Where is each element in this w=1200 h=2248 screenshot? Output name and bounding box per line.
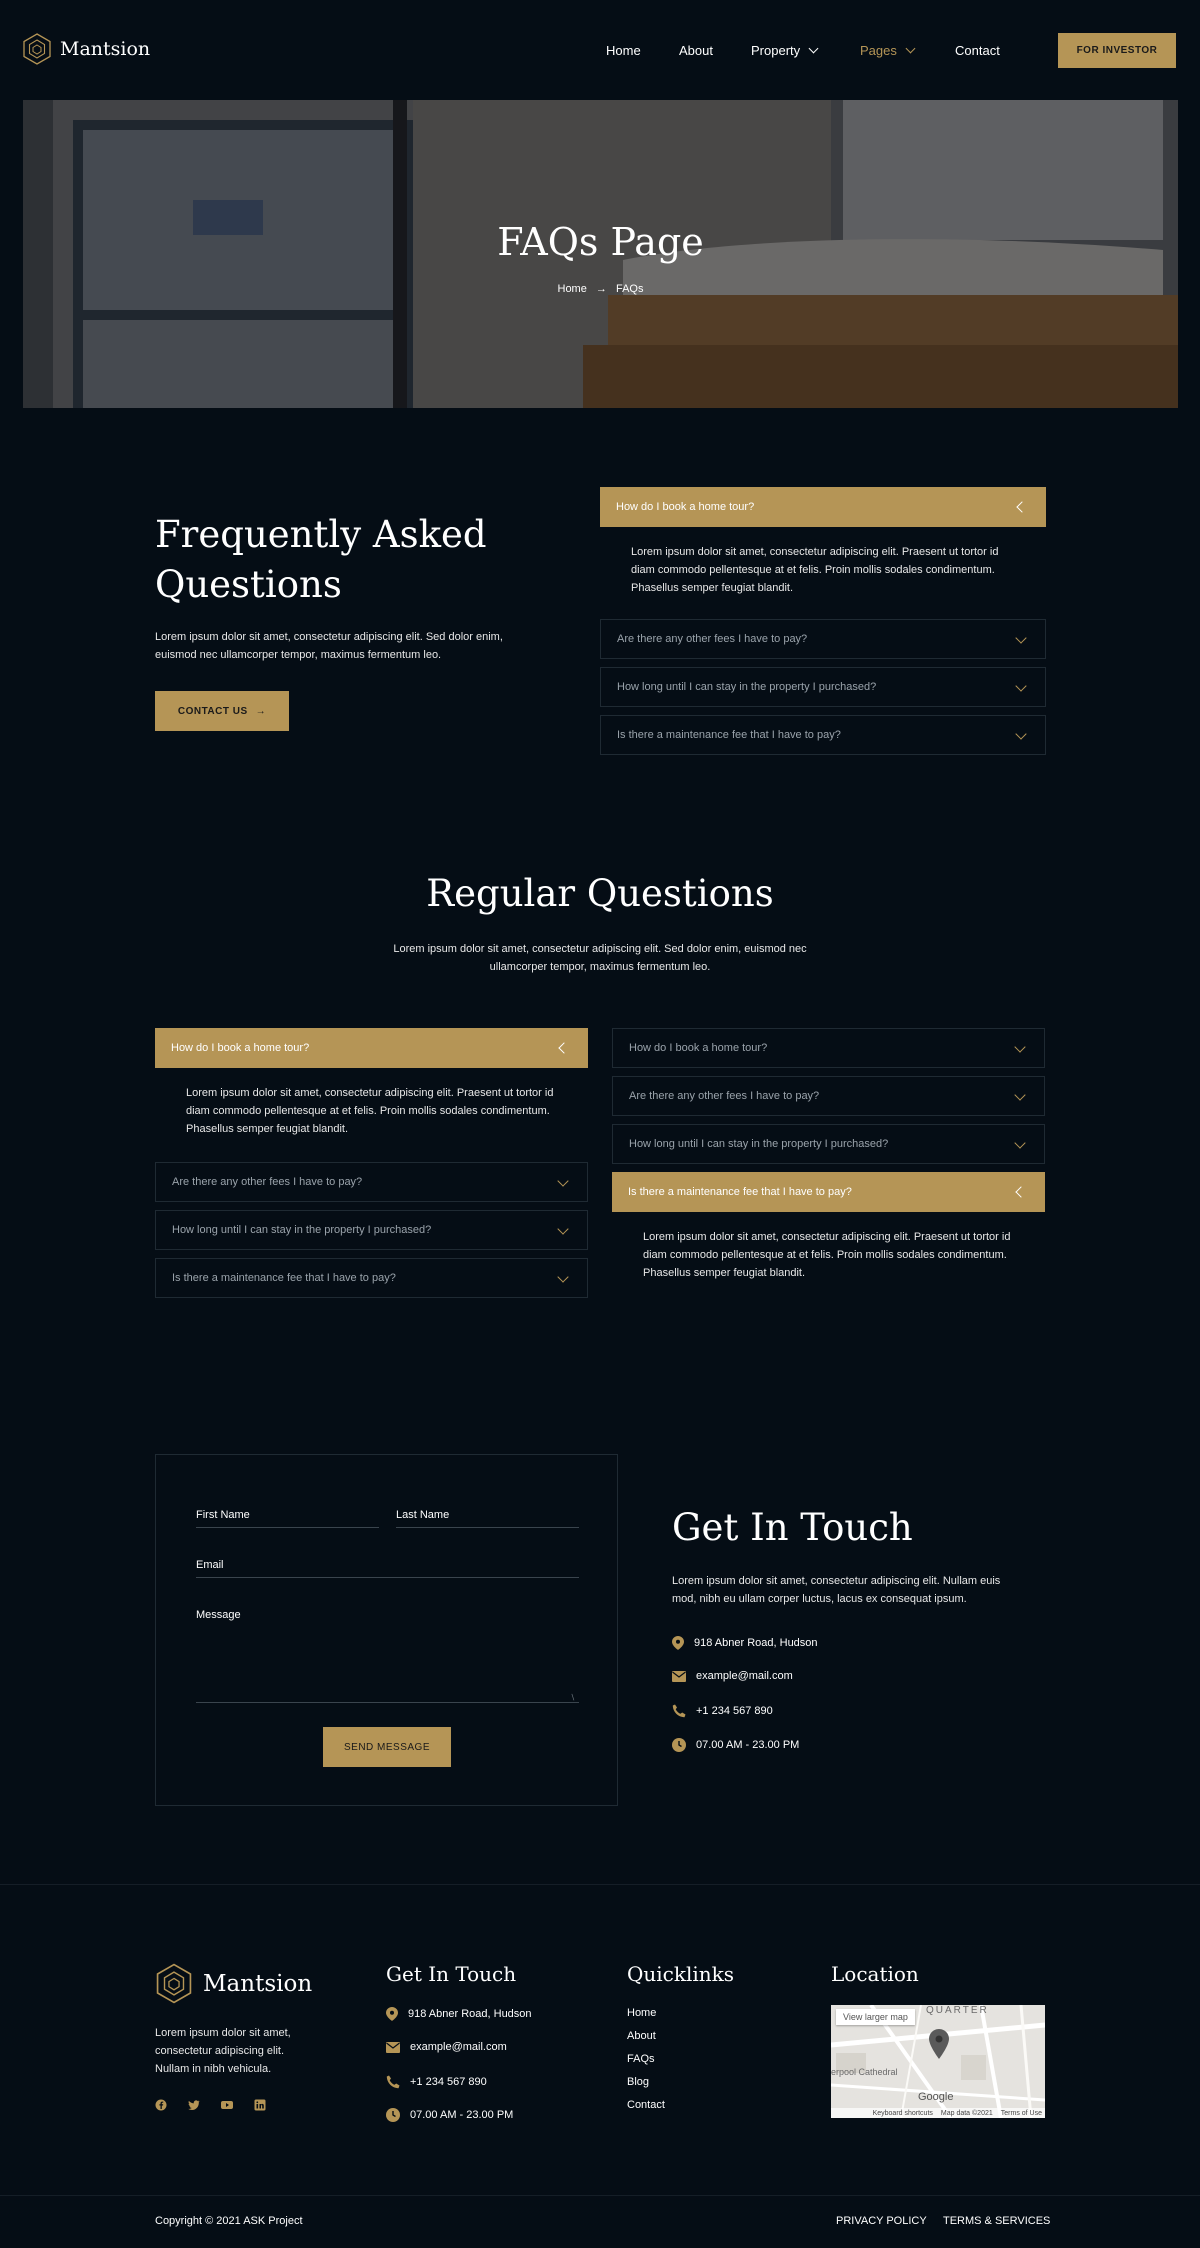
chevron-down-icon (1014, 1041, 1025, 1052)
facebook-icon[interactable] (155, 2099, 167, 2111)
faq-item[interactable] (612, 1124, 1045, 1164)
chevron-left-icon (1015, 1186, 1026, 1197)
breadcrumb (23, 283, 1178, 295)
faq-item[interactable] (600, 715, 1046, 755)
phone-icon (386, 2075, 400, 2089)
quicklink-contact[interactable]: Contact (627, 2099, 665, 2111)
message-label: Message (196, 1609, 241, 1621)
google-logo: Google (918, 2091, 954, 2103)
location-map[interactable] (831, 2005, 1045, 2118)
copyright: Copyright © 2021 ASK Project (155, 2215, 303, 2227)
faq-question: Is there a maintenance fee that I have to pay? (628, 1186, 852, 1198)
email-label: Email (196, 1559, 224, 1571)
contact-hours (672, 1738, 799, 1752)
footer-touch-title: Get In Touch (386, 1962, 517, 1986)
chevron-down-icon (1015, 728, 1026, 739)
faq-question: Is there a maintenance fee that I have to pay? (172, 1272, 396, 1284)
nav-pages-label: Pages (860, 43, 897, 58)
faq-item[interactable] (600, 619, 1046, 659)
arrow-right-icon: → (595, 283, 607, 295)
faq-question: How do I book a home tour? (616, 501, 755, 513)
youtube-icon[interactable] (221, 2099, 233, 2111)
chevron-left-icon (1016, 501, 1027, 512)
first-name-label: First Name (196, 1509, 250, 1521)
quicklink-blog[interactable]: Blog (627, 2076, 650, 2088)
faq-item[interactable] (612, 1076, 1045, 1116)
logo-icon (22, 32, 52, 66)
linkedin-icon[interactable] (254, 2099, 266, 2111)
quicklink-about[interactable]: About (627, 2030, 656, 2042)
contact-email-text: example@mail.com (696, 1670, 793, 1682)
map-terms[interactable]: Terms of Use (1000, 2109, 1042, 2117)
clock-icon (386, 2108, 400, 2122)
faq-question: How do I book a home tour? (629, 1042, 768, 1054)
clock-icon (672, 1738, 686, 1752)
footer-phone-text: +1 234 567 890 (410, 2076, 487, 2088)
footer-email (386, 2041, 507, 2053)
footer-phone (386, 2075, 487, 2089)
contact-us-button[interactable] (155, 691, 289, 731)
footer-brand-name: Mantsion (203, 1970, 313, 1997)
map-data: Map data ©2021 (940, 2109, 993, 2117)
social-links (155, 2099, 266, 2111)
faq-answer: Lorem ipsum dolor sit amet, consectetur adipiscing elit. Praesent ut tortor id diam commodo pellentesque at et felis. Proin mollis sodales condimentum. Phasellus semper feugiat blandit. (643, 1231, 1011, 1279)
faq-question: Is there a maintenance fee that I have to pay? (617, 729, 841, 741)
footer-hours-text: 07.00 AM - 23.00 PM (410, 2109, 514, 2121)
contact-email (672, 1670, 793, 1682)
faq-item[interactable] (155, 1162, 588, 1202)
last-name-label: Last Name (396, 1509, 450, 1521)
nav-home[interactable]: Home (606, 43, 641, 58)
faq-answer: Lorem ipsum dolor sit amet, consectetur adipiscing elit. Praesent ut tortor id diam commodo pellentesque at et felis. Proin mollis sodales condimentum. Phasellus semper feugiat blandit. (631, 546, 999, 594)
envelope-icon (386, 2042, 400, 2053)
contact-address (672, 1636, 818, 1650)
map-pin-icon (386, 2007, 398, 2021)
hero-title: FAQs Page (497, 220, 704, 264)
phone-icon (672, 1704, 686, 1718)
faq-title (155, 510, 487, 610)
contact-hours-text: 07.00 AM - 23.00 PM (696, 1739, 800, 1751)
faq-item-open[interactable] (155, 1028, 588, 1068)
contact-us-label: CONTACT US (177, 705, 248, 717)
contact-address-text: 918 Abner Road, Hudson (694, 1637, 818, 1649)
footer-about: Lorem ipsum dolor sit amet, consectetur adipiscing elit. Nullam in nibh vehicula. (155, 2027, 291, 2075)
first-name-field[interactable] (196, 1527, 379, 1528)
chevron-down-icon (809, 44, 819, 54)
nav-about[interactable]: About (679, 43, 713, 58)
map-place-label: erpool Cathedral (831, 2067, 898, 2077)
quicklinks (627, 2007, 665, 2111)
nav-contact[interactable]: Contact (955, 43, 1000, 58)
map-shortcuts[interactable]: Keyboard shortcuts (872, 2109, 933, 2117)
faq-item[interactable] (155, 1210, 588, 1250)
get-in-touch-title: Get In Touch (672, 1506, 913, 1549)
faq-answer: Lorem ipsum dolor sit amet, consectetur adipiscing elit. Praesent ut tortor id diam commodo pellentesque at et felis. Proin mollis sodales condimentum. Phasellus semper feugiat blandit. (186, 1087, 554, 1135)
site-header (0, 0, 1200, 100)
faq-item[interactable] (612, 1028, 1045, 1068)
logo-icon (155, 1962, 193, 2005)
chevron-down-icon (1015, 632, 1026, 643)
nav-property[interactable] (751, 43, 817, 58)
faq-item[interactable] (155, 1258, 588, 1298)
chevron-down-icon (1014, 1089, 1025, 1100)
map-area-label: QUARTER (926, 2005, 989, 2016)
nav-pages[interactable] (860, 43, 914, 58)
chevron-down-icon (1014, 1137, 1025, 1148)
contact-phone (672, 1704, 773, 1718)
faq-question: How long until I can stay in the property I purchased? (629, 1138, 889, 1150)
faq-question: How long until I can stay in the property I purchased? (172, 1224, 432, 1236)
contact-phone-text: +1 234 567 890 (696, 1705, 773, 1717)
email-field[interactable] (196, 1577, 579, 1578)
terms-link[interactable]: TERMS & SERVICES (943, 2215, 1051, 2227)
location-title: Location (831, 1962, 919, 1986)
contact-form (155, 1454, 618, 1806)
investor-button[interactable]: FOR INVESTOR (1058, 33, 1176, 68)
chevron-down-icon (557, 1175, 568, 1186)
breadcrumb-current: FAQs (615, 283, 644, 295)
regular-questions-description: Lorem ipsum dolor sit amet, consectetur adipiscing elit. Sed dolor enim, euismod nec ullamcorper tempor, maximus fermentum leo. (393, 943, 807, 973)
chevron-down-icon (1015, 680, 1026, 691)
faq-question: How do I book a home tour? (171, 1042, 310, 1054)
view-larger-map-link[interactable]: View larger map (836, 2009, 915, 2025)
bottom-divider (0, 2195, 1200, 2196)
faq-item[interactable] (600, 667, 1046, 707)
faq-description: Lorem ipsum dolor sit amet, consectetur adipiscing elit. Sed dolor enim, euismod nec ullamcorper tempor, maximus fermentum leo. (155, 631, 503, 661)
footer-address-text: 918 Abner Road, Hudson (408, 2008, 532, 2020)
map-pin-icon (672, 1636, 684, 1650)
faq-item-open[interactable] (600, 487, 1046, 527)
footer-logo[interactable] (155, 1962, 312, 2005)
brand-name: Mantsion (60, 38, 151, 60)
faq-title-line1: Frequently Asked (155, 513, 487, 556)
brand-logo[interactable] (22, 32, 150, 66)
send-message-button[interactable]: SEND MESSAGE (323, 1727, 451, 1767)
faq-title-line2: Questions (155, 563, 342, 606)
quicklink-faqs[interactable]: FAQs (627, 2053, 655, 2065)
hero-banner (23, 100, 1178, 408)
faq-question: How long until I can stay in the property I purchased? (617, 681, 877, 693)
chevron-down-icon (905, 44, 915, 54)
faq-question: Are there any other fees I have to pay? (172, 1176, 363, 1188)
quicklink-home[interactable]: Home (627, 2007, 657, 2019)
message-field[interactable] (196, 1702, 579, 1703)
nav-property-label: Property (751, 43, 801, 58)
faq-question: Are there any other fees I have to pay? (617, 633, 808, 645)
quicklinks-title: Quicklinks (627, 1962, 735, 1986)
chevron-down-icon (557, 1223, 568, 1234)
regular-questions-title: Regular Questions (426, 872, 774, 915)
map-marker-icon (929, 2029, 949, 2059)
last-name-field[interactable] (396, 1527, 579, 1528)
chevron-left-icon (558, 1042, 569, 1053)
get-in-touch-description: Lorem ipsum dolor sit amet, consectetur adipiscing elit. Nullam euis mod, nibh eu ullam corper luctus, lacus ex consequat ipsum. (672, 1575, 1001, 1605)
resize-handle-icon[interactable]: ∖ (570, 1693, 576, 1702)
footer-address (386, 2007, 532, 2021)
faq-question: Are there any other fees I have to pay? (629, 1090, 820, 1102)
footer-email-text: example@mail.com (410, 2041, 507, 2053)
envelope-icon (672, 1671, 686, 1682)
breadcrumb-home[interactable]: Home (557, 283, 587, 295)
footer-hours (386, 2108, 513, 2122)
map-attribution (831, 2108, 1045, 2118)
chevron-down-icon (557, 1271, 568, 1282)
privacy-policy-link[interactable]: PRIVACY POLICY (836, 2215, 927, 2227)
twitter-icon[interactable] (188, 2099, 200, 2111)
faq-item-open[interactable] (612, 1172, 1045, 1212)
arrow-right-icon: → (255, 705, 267, 717)
footer-divider (0, 1884, 1200, 1885)
